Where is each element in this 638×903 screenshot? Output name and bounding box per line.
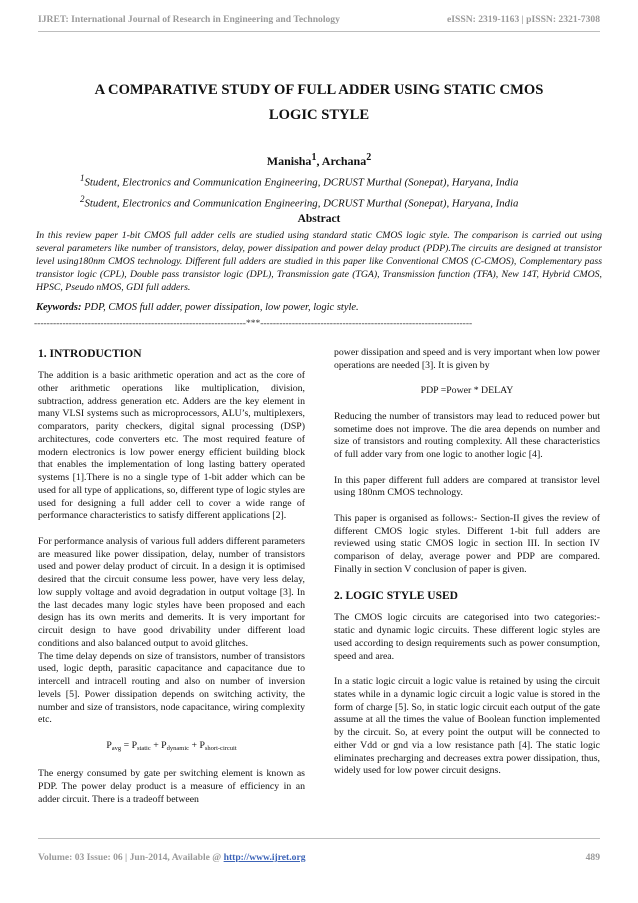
paragraph: The time delay depends on size of transistors, number of transistors used, logic depth, parasitic capacitance and capacitance due to intercell and intracell routing and also on number of inversion levels [5]. Power dissipation depends on switching activity, the number and size of transistors, node capacitance, wiring complexity etc. xyxy=(38,650,305,726)
author-1-sup: 1 xyxy=(311,152,317,163)
paragraph: The CMOS logic circuits are categorised into two categories:- static and dynamic logic circuits. These different logic styles are used according to design requirements such as power consumption, speed and area. xyxy=(334,612,600,662)
eq-symbol: P xyxy=(106,739,112,751)
eq-term: = P xyxy=(121,739,138,751)
abstract-text: In this review paper 1-bit CMOS full adder cells are studied using standard static CMOS logic style. The comparison is carried out using several parameters like number of transistors, delay, power dissipation and power delay product (PDP).The circuits are designed at transistor level using180nm CMOS technology. Different full adders are studied in this paper like Conventional CMOS (C-CMOS), Complementary pass transistor logic (CPL), Double pass transistor logic (DPL), Transmission gate (TGA), Transmission function (TFA), New 14T, Hybrid CMOS, HPSC, Pseudo nMOS, GDI full adders. xyxy=(36,230,602,293)
power-equation xyxy=(38,740,305,756)
section-separator: -------------------------------------------------------------------***------------------------------------------------------------------- xyxy=(34,319,473,329)
eq-term: + P xyxy=(150,739,167,751)
paragraph: In this paper different full adders are compared at transistor level using 180nm CMOS technology. xyxy=(334,474,600,499)
issn: eISSN: 2319-1163 | pISSN: 2321-7308 xyxy=(447,14,600,25)
paragraph: In a static logic circuit a logic value is retained by using the circuit states while in a dynamic logic circuit a logic value is stored in the form of charge [5]. So, in static logic circuit each output of the gate assume at all the times the value of Boolean function implemented by the circuit. So, at every point the output will be connected to either Vdd or gnd via a low resistance path [4]. The static logic eliminates precharging and decreases extra power dissipation, thus, widely used for low power circuit designs. xyxy=(334,676,600,777)
title-line-1: A COMPARATIVE STUDY OF FULL ADDER USING STATIC CMOS xyxy=(94,82,544,98)
abstract-heading: Abstract xyxy=(297,213,341,225)
footer-volume-text: Volume: 03 Issue: 06 | Jun-2014, Available @ xyxy=(38,852,224,863)
affiliation-1-sup: 1 xyxy=(80,173,85,183)
affiliation-2-text: Student, Electronics and Communication Engineering, DCRUST Murthal (Sonepat), Haryana, India xyxy=(84,197,519,210)
journal-link[interactable]: http://www.ijret.org xyxy=(223,852,306,863)
running-header xyxy=(38,14,600,25)
footer-volume xyxy=(38,852,306,863)
affiliation-1 xyxy=(80,170,598,191)
author-separator: , xyxy=(316,154,322,168)
paragraph: For performance analysis of various full adders different parameters are measured like power dissipation, delay, number of transistors used and power delay product of circuit. In a design it is optimised desired that the circuit consume less power, have very less delay, low supply voltage and avoid degradation in output voltage [3]. In the last decades many logic styles have been proposed and each design has its own merits and demerits. It is very important for circuit design to have good drivability under different load conditions and also balanced output to avoid glitches. xyxy=(38,535,305,649)
footer-rule xyxy=(38,838,600,839)
keywords-text: PDP, CMOS full adder, power dissipation, low power, logic style. xyxy=(81,302,359,313)
authors xyxy=(40,152,598,169)
footer xyxy=(38,852,600,863)
eq-sub-short-circuit: short-circuit xyxy=(204,744,237,752)
section-heading-logic-style: 2. LOGIC STYLE USED xyxy=(334,590,458,603)
eq-sub-avg: avg xyxy=(111,744,122,752)
affiliations xyxy=(80,170,598,212)
journal-name: IJRET: International Journal of Research in Engineering and Technology xyxy=(38,14,340,25)
left-column xyxy=(38,347,305,819)
pdp-equation: PDP =Power * DELAY xyxy=(420,385,514,397)
title-line-2: LOGIC STYLE xyxy=(268,107,370,123)
header-rule xyxy=(38,31,600,32)
eq-term: + P xyxy=(189,739,205,751)
section-heading-introduction: 1. INTRODUCTION xyxy=(38,348,142,360)
page-number: 489 xyxy=(585,852,600,863)
eq-sub-dynamic: dynamic xyxy=(166,744,190,752)
author-2: Archana xyxy=(321,154,367,168)
eq-sub-static: static xyxy=(137,744,151,752)
paragraph: The addition is a basic arithmetic operation and act as the core of other arithmetic operations like multiplication, division, subtraction, address generation etc. Adders are the key element in many VLSI systems such as microprocessors, ALU’s, multiplexers, comparators, parity checkers, digital signal processing (DSP) architectures, code converters etc. The most required feature of modern electronics is low power energy efficient building block that enables the implementation of long lasting battery operated systems [1].There is no a single type of 1-bit adder which can be used for all type of applications, so, different type of logic styles are used for designing a full adder cell to cover a wide range of performance characteristics to satisfy different applications [2]. xyxy=(38,370,305,522)
keywords xyxy=(36,302,602,313)
author-1: Manisha xyxy=(266,154,312,168)
author-2-sup: 2 xyxy=(366,152,372,163)
affiliation-1-text: Student, Electronics and Communication Engineering, DCRUST Murthal (Sonepat), Haryana, India xyxy=(84,176,519,189)
paragraph: Reducing the number of transistors may lead to reduced power but sometime does not improve. The die area depends on number and size of transistors and routing complexity. All these characteristics of full adder vary from one logic to another logic [4]. xyxy=(334,410,600,460)
paper-title xyxy=(40,78,598,128)
paragraph: power dissipation and speed and is very important when low power operations are needed [3]. It is given by xyxy=(334,347,600,371)
affiliation-2 xyxy=(80,191,598,212)
paragraph: This paper is organised as follows:- Section-II gives the review of different CMOS logic styles. Different 1-bit full adders are reviewed using static CMOS logic in section III. In section IV comparison of delay, average power and PDP are compared. Finally in section V conclusion of paper is given. xyxy=(334,512,600,575)
keywords-label: Keywords: xyxy=(36,302,82,313)
right-column xyxy=(334,347,600,791)
paragraph: The energy consumed by gate per switching element is known as PDP. The power delay product is a measure of efficiency in an adder circuit. There is a tradeoff between xyxy=(38,768,305,805)
affiliation-2-sup: 2 xyxy=(80,194,85,205)
